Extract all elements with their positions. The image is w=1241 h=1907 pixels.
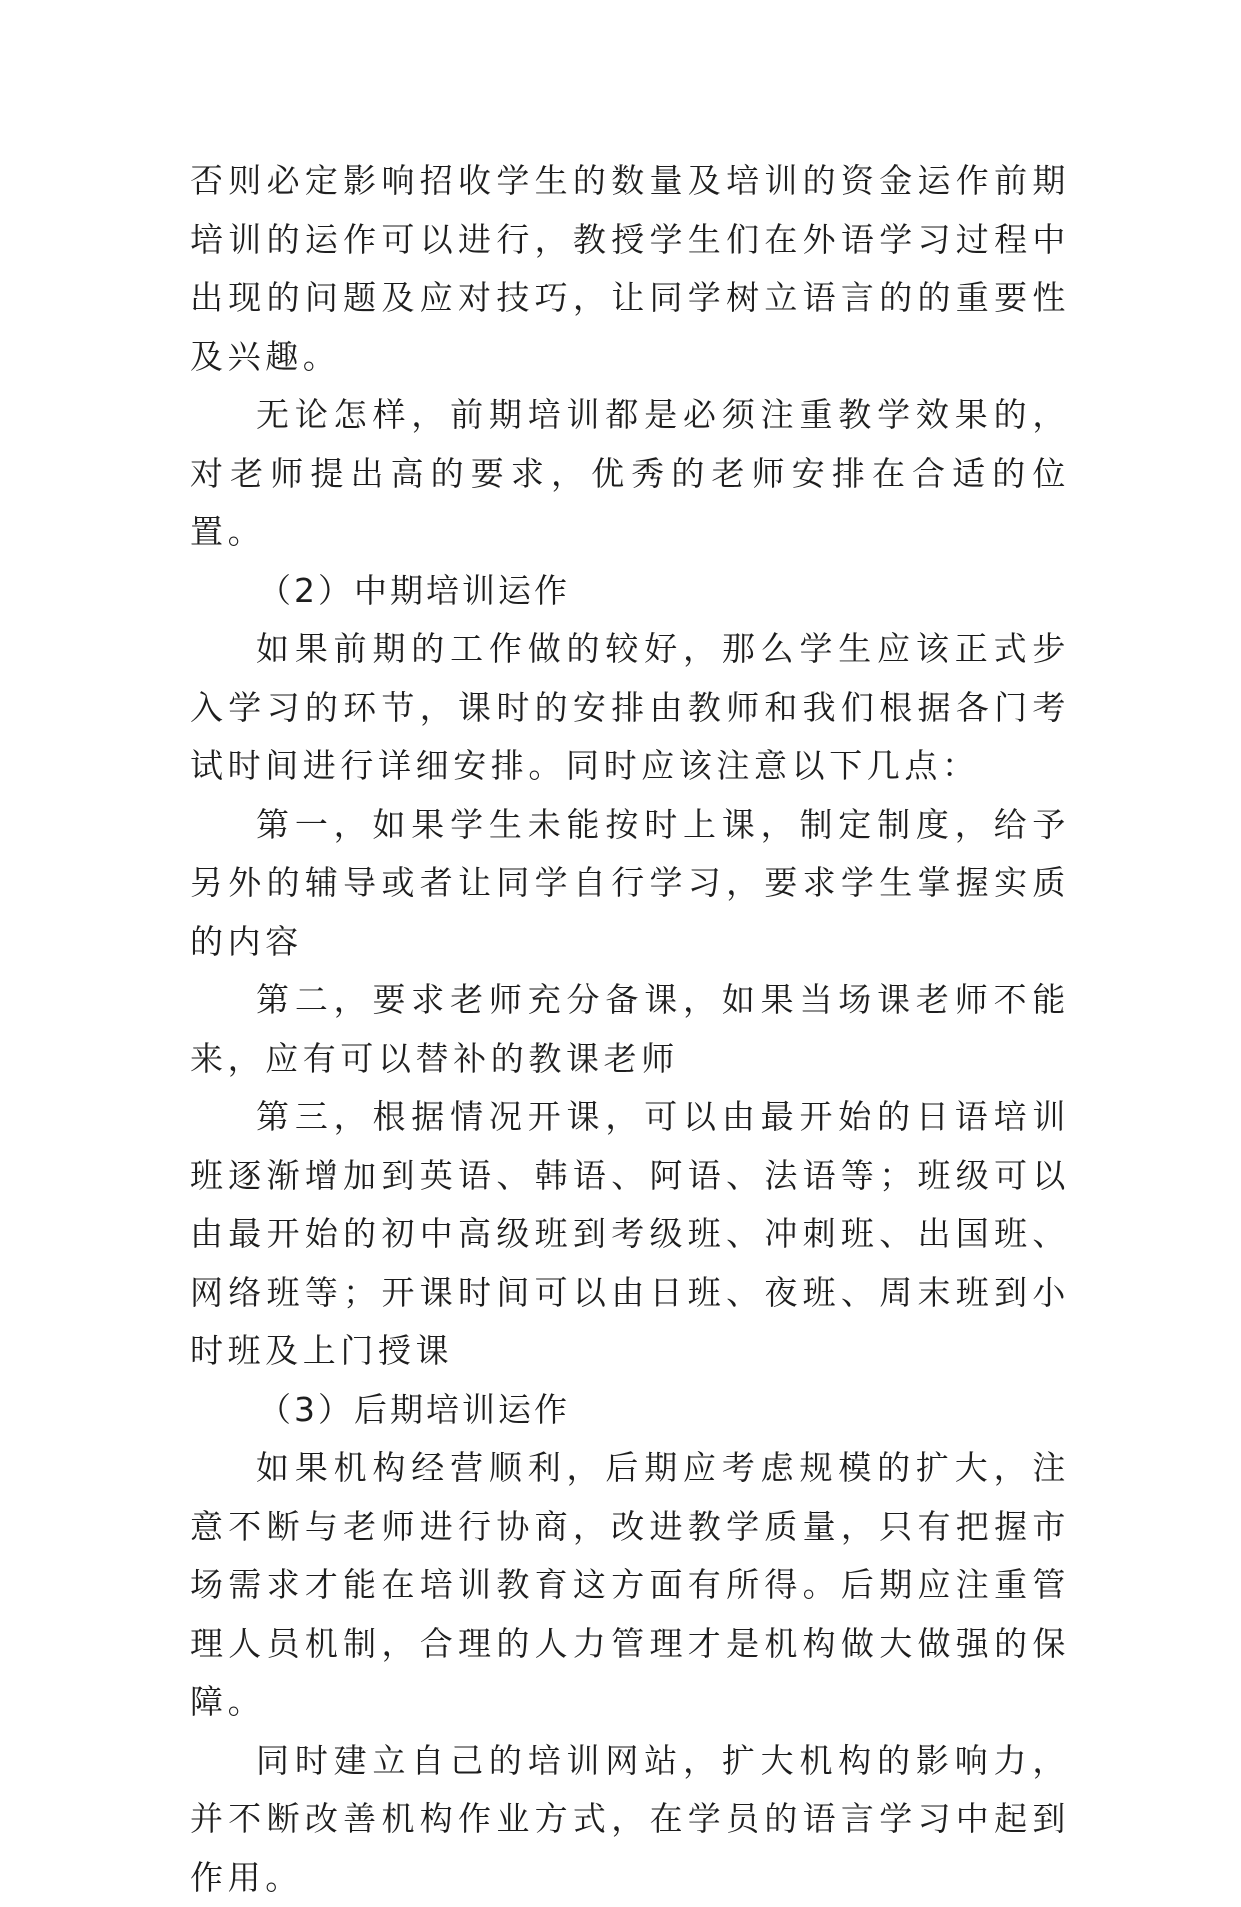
paragraph-point-three: 第三，根据情况开课，可以由最开始的日语培训班逐渐增加到英语、韩语、阿语、法语等；班级可以由最开始的初中高级班到考级班、冲刺班、出国班、网络班等；开课时间可以由日班、夜班、周末班到小时班及上门授课	[190, 1088, 1070, 1381]
paragraph-point-one: 第一，如果学生未能按时上课，制定制度，给予另外的辅导或者让同学自行学习，要求学生掌握实质的内容	[190, 796, 1070, 972]
paragraph-early-training-quality: 无论怎样，前期培训都是必须注重教学效果的，对老师提出高的要求，优秀的老师安排在合适的位置。	[190, 386, 1070, 562]
paragraph-website: 同时建立自己的培训网站，扩大机构的影响力，并不断改善机构作业方式，在学员的语言学习中起到作用。	[190, 1732, 1070, 1907]
paragraph-late-term-expansion: 如果机构经营顺利，后期应考虑规模的扩大，注意不断与老师进行协商，改进教学质量，只有把握市场需求才能在培训教育这方面有所得。后期应注重管理人员机制，合理的人力管理才是机构做大做强的保障。	[190, 1439, 1070, 1732]
document-body	[190, 152, 1070, 1907]
section-heading-late-term: （3）后期培训运作	[190, 1381, 1070, 1440]
section-heading-mid-term: （2）中期培训运作	[190, 562, 1070, 621]
paragraph-point-two: 第二，要求老师充分备课，如果当场课老师不能来，应有可以替补的教课老师	[190, 971, 1070, 1088]
paragraph-mid-term-schedule: 如果前期的工作做的较好，那么学生应该正式步入学习的环节，课时的安排由教师和我们根据各门考试时间进行详细安排。同时应该注意以下几点：	[190, 620, 1070, 796]
paragraph-enrollment-funding: 否则必定影响招收学生的数量及培训的资金运作前期培训的运作可以进行，教授学生们在外语学习过程中出现的问题及应对技巧，让同学树立语言的的重要性及兴趣。	[190, 152, 1070, 386]
